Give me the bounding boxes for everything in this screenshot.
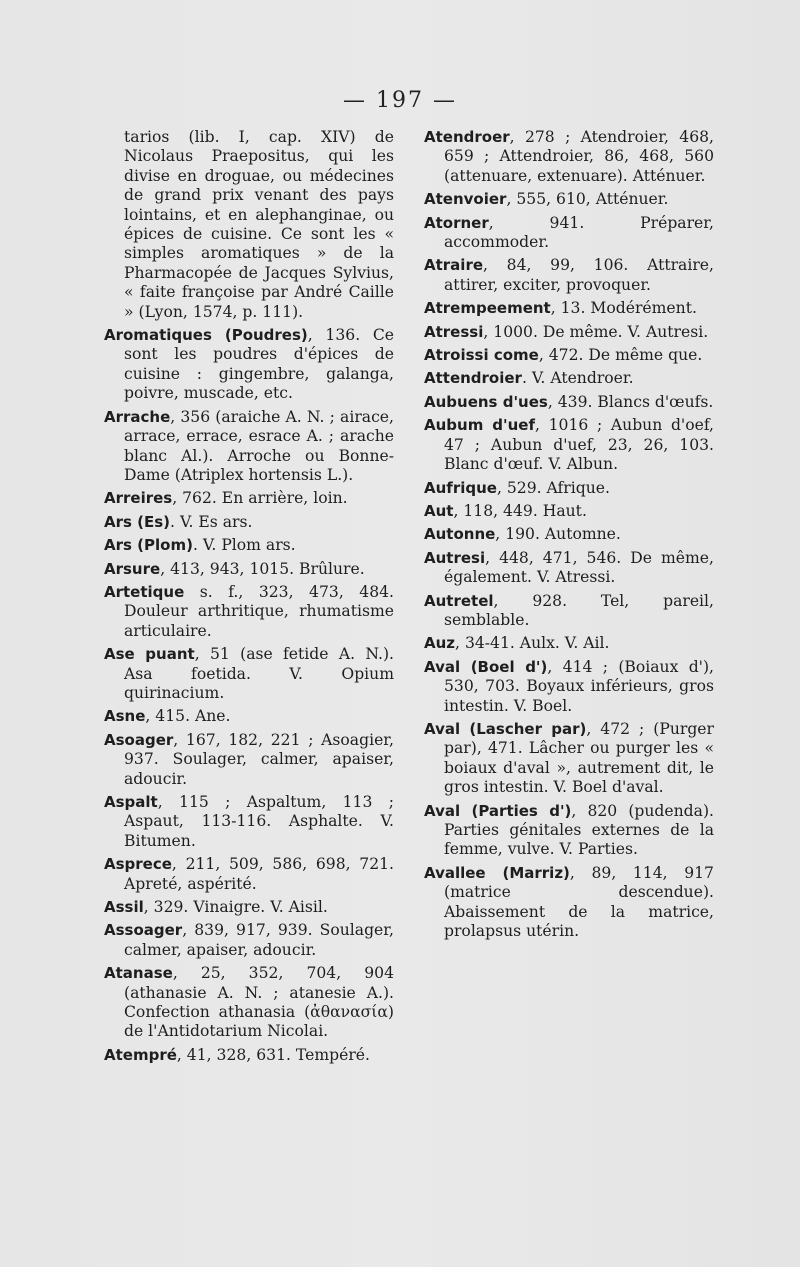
entry-definition: , 415. Ane.	[145, 707, 231, 726]
glossary-entry	[424, 256, 714, 295]
left-column	[104, 128, 394, 1069]
glossary-entry	[424, 720, 714, 798]
entry-headword: Autretel	[424, 591, 494, 610]
entry-headword: Artetique	[104, 582, 185, 601]
entry-definition: , 115 ; Aspaltum, 113 ; Aspaut, 113-116. Asphalte. V. Bitumen.	[124, 793, 394, 850]
glossary-entry	[424, 549, 714, 588]
entry-definition: , 439. Blancs d'œufs.	[547, 392, 714, 411]
entry-definition: , 1000. De même. V. Autresi.	[483, 322, 709, 341]
entry-headword: Ars (Es)	[104, 512, 171, 531]
glossary-entry	[104, 408, 394, 486]
entry-definition: , 356 (araiche A. N. ; airace, arrace, errace, esrace A. ; arache blanc Al.). Arroche ou Bonne-Dame (Atriplex hortensis L.).	[124, 407, 394, 484]
glossary-entry	[424, 323, 714, 342]
entry-definition: , 762. En arrière, loin.	[172, 489, 348, 508]
entry-definition: . V. Atendroer.	[521, 369, 634, 388]
entry-definition: , 13. Modérément.	[550, 299, 697, 318]
entry-headword: Avallee (Marriz)	[424, 863, 570, 882]
glossary-entry	[104, 921, 394, 960]
glossary-entry	[424, 214, 714, 253]
entry-headword: Arreires	[104, 489, 173, 508]
entry-definition: , 136. Ce sont les poudres d'épices de cuisine : gingembre, galanga, poivre, muscade, etc.	[124, 326, 394, 403]
page-number: — 197 —	[343, 88, 457, 113]
entry-headword: Assoager	[104, 921, 183, 940]
entry-headword: Atressi	[424, 322, 484, 341]
entry-definition: , 190. Automne.	[495, 525, 621, 544]
glossary-entry	[424, 864, 714, 942]
entry-definition: , 413, 943, 1015. Brûlure.	[160, 559, 365, 578]
entry-definition: tarios (lib. I, cap. XIV) de Nicolaus Praepositus, qui les divise en droguae, ou médecines de grand prix venant des pays lointains, et en alephanginae, ou épices de cuisine. Ce sont les « simples aromatiques » de la Pharmacopée de Jacques Sylvius, « faite françoise par André Caille » (Lyon, 1574, p. 111).	[124, 128, 394, 321]
entry-headword: Assil	[104, 898, 144, 917]
glossary-entry	[104, 128, 394, 322]
glossary-entry	[424, 346, 714, 365]
glossary-entry	[424, 416, 714, 474]
entry-headword: Aufrique	[424, 478, 497, 497]
entry-headword: Ase puant	[104, 645, 195, 664]
glossary-entry	[104, 731, 394, 789]
entry-headword: Aval (Parties d')	[424, 801, 572, 820]
entry-definition: , 51 (ase fetide A. N.). Asa foetida. V. Opium quirinacium.	[124, 645, 394, 702]
glossary-entry	[424, 369, 714, 388]
entry-headword: Atraire	[424, 256, 484, 275]
glossary-entry	[104, 560, 394, 579]
entry-definition: , 25, 352, 704, 904 (athanasie A. N. ; atanesie A.). Confection athanasia (ἀθανασία) de l'Antidotarium Nicolai.	[124, 964, 394, 1041]
glossary-entry	[424, 634, 714, 653]
entry-definition: , 529. Afrique.	[496, 478, 610, 497]
entry-definition: , 84, 99, 106. Attraire, attirer, exciter, provoquer.	[444, 256, 714, 294]
entry-headword: Atrempeement	[424, 299, 551, 318]
entry-headword: Aspalt	[104, 793, 158, 811]
entry-headword: Atenvoier	[424, 190, 507, 209]
entry-headword: Atorner	[424, 213, 489, 232]
glossary-entry	[104, 513, 394, 532]
glossary-entry	[424, 190, 714, 209]
glossary-entry	[104, 489, 394, 508]
glossary-entry	[104, 898, 394, 917]
right-column	[424, 128, 714, 945]
entry-headword: Autonne	[424, 525, 496, 544]
entry-headword: Aval (Lascher par)	[424, 719, 587, 738]
entry-headword: Aromatiques (Poudres)	[104, 326, 308, 345]
glossary-entry	[104, 326, 394, 404]
entry-headword: Arrache	[104, 407, 171, 426]
entry-definition: , 448, 471, 546. De même, également. V. Atressi.	[444, 548, 714, 587]
entry-headword: Atanase	[104, 964, 173, 983]
entry-definition: , 118, 449. Haut.	[453, 501, 587, 520]
entry-definition: , 555, 610, Atténuer.	[506, 190, 669, 209]
entry-definition: , 472. De même que.	[538, 346, 703, 365]
entry-headword: Attendroier	[424, 369, 522, 388]
glossary-entry	[424, 479, 714, 498]
entry-definition: , 41, 328, 631. Tempéré.	[176, 1045, 370, 1064]
glossary-entry	[424, 592, 714, 631]
entry-definition: , 472 ; (Purger par), 471. Lâcher ou purger les « boiaux d'aval », autrement dit, le gros intestin. V. Boel d'aval.	[444, 719, 714, 797]
entry-headword: Arsure	[104, 559, 161, 578]
glossary-entry	[424, 658, 714, 716]
entry-definition: . V. Plom ars.	[192, 536, 296, 555]
entry-headword: Asne	[104, 707, 146, 726]
glossary-entry	[424, 128, 714, 186]
glossary-entry	[424, 502, 714, 521]
entry-definition: , 167, 182, 221 ; Asoagier, 937. Soulager, calmer, apaiser, adoucir.	[124, 730, 394, 788]
entry-definition: , 278 ; Atendroier, 468, 659 ; Attendroier, 86, 468, 560 (attenuare, extenuare). Atténuer.	[444, 128, 714, 185]
entry-definition: , 34-41. Aulx. V. Ail.	[455, 634, 610, 653]
glossary-entry	[104, 583, 394, 641]
entry-headword: Aubum d'uef	[424, 416, 535, 435]
glossary-entry	[424, 299, 714, 318]
glossary-entry	[104, 1046, 394, 1065]
entry-definition: , 329. Vinaigre. V. Aisil.	[143, 898, 328, 917]
entry-headword: Atendroer	[424, 128, 510, 146]
entry-definition: s. f., 323, 473, 484. Douleur arthritique, rhumatisme articulaire.	[124, 582, 394, 640]
glossary-entry	[424, 525, 714, 544]
entry-definition: , 89, 114, 917 (matrice descendue). Abaissement de la matrice, prolapsus utérin.	[444, 863, 714, 941]
entry-headword: Ars (Plom)	[104, 536, 193, 555]
entry-definition: . V. Es ars.	[170, 512, 253, 531]
entry-definition: , 1016 ; Aubun d'oef, 47 ; Aubun d'uef, 23, 26, 103. Blanc d'œuf. V. Albun.	[444, 416, 714, 474]
entry-definition: , 211, 509, 586, 698, 721. Apreté, aspérité.	[124, 855, 394, 893]
glossary-entry	[104, 645, 394, 703]
entry-definition: , 414 ; (Boiaux d'), 530, 703. Boyaux inférieurs, gros intestin. V. Boel.	[444, 657, 715, 715]
entry-headword: Asoager	[104, 730, 174, 749]
entry-headword: Auz	[424, 634, 456, 653]
entry-headword: Asprece	[104, 855, 172, 874]
entry-headword: Atroissi come	[424, 346, 539, 365]
glossary-entry	[424, 802, 714, 860]
glossary-entry	[104, 707, 394, 726]
entry-headword: Aubuens d'ues	[424, 392, 548, 411]
entry-headword: Atempré	[104, 1045, 177, 1064]
entry-definition: , 941. Préparer, accommoder.	[444, 213, 714, 252]
glossary-entry	[104, 536, 394, 555]
entry-headword: Autresi	[424, 548, 486, 567]
entry-headword: Aval (Boel d')	[424, 657, 548, 676]
entry-definition: , 820 (pudenda). Parties génitales externes de la femme, vulve. V. Parties.	[444, 801, 714, 859]
glossary-entry	[104, 964, 394, 1042]
entry-headword: Aut	[424, 501, 454, 520]
glossary-entry	[104, 793, 394, 851]
glossary-entry	[104, 855, 394, 894]
entry-definition: , 839, 917, 939. Soulager, calmer, apaiser, adoucir.	[124, 921, 394, 959]
entry-definition: , 928. Tel, pareil, semblable.	[444, 591, 714, 629]
glossary-entry	[424, 393, 714, 412]
